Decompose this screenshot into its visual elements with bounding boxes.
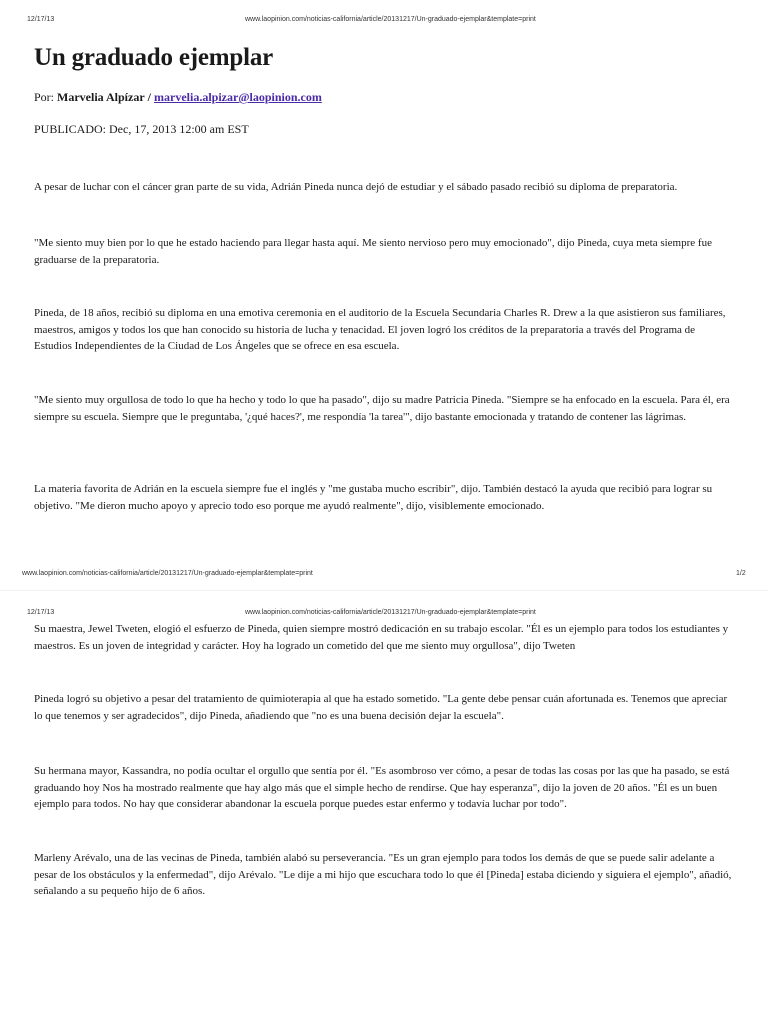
paragraph: "Me siento muy bien por lo que he estado haciendo para llegar hasta aquí. Me siento nervioso pero muy emocionado", dijo Pineda, cuya meta siempre fue graduarse de la preparatoria. (34, 237, 712, 266)
byline-prefix: Por: (34, 90, 55, 104)
published-date: PUBLICADO: Dec, 17, 2013 12:00 am EST (34, 122, 249, 136)
paragraph: A pesar de luchar con el cáncer gran parte de su vida, Adrián Pineda nunca dejó de estudiar y el sábado pasado recibió su diploma de preparatoria. (34, 181, 678, 193)
header-url: www.laopinion.com/noticias-california/article/20131217/Un-graduado-ejemplar&template=print (245, 16, 536, 23)
author-email-link[interactable]: marvelia.alpizar@laopinion.com (154, 90, 322, 104)
header-url: www.laopinion.com/noticias-california/article/20131217/Un-graduado-ejemplar&template=print (245, 609, 536, 616)
author-name: Marvelia Alpízar (57, 90, 145, 104)
paragraph: Su maestra, Jewel Tweten, elogió el esfuerzo de Pineda, quien siempre mostró dedicación en su trabajo escolar. "Él es un ejemplo para todos los estudiantes y maestros. Es un joven de integridad y carácter. Hoy ha logrado un cometido del que me siento muy orgullosa", dijo Tweten (34, 623, 729, 652)
footer-page-number: 1/2 (736, 570, 746, 577)
article-title: Un graduado ejemplar (34, 44, 274, 71)
paragraph: La materia favorita de Adrián en la escuela siempre fue el inglés y "me gustaba mucho escribir", dijo. También destacó la ayuda que recibió para lograr su objetivo. "Me dieron mucho apoyo y aprecio todo eso porque me ayudó realmente", dijo, visiblemente emocionado. (34, 483, 713, 512)
paragraph: "Me siento muy orgullosa de todo lo que ha hecho y todo lo que ha pasado", dijo su madre Patricia Pineda. "Siempre se ha enfocado en la escuela. Para él, era siempre su escuela. Siempre que le preguntaba, '¿qué haces?', me respondía 'la tarea'", dijo bastante emocionada y tratando de contener las lágrimas. (34, 394, 730, 423)
paragraph: Pineda logró su objetivo a pesar del tratamiento de quimioterapia al que ha estado sometido. "La gente debe pensar cuán afortunada es. Tenemos que apreciar lo que tenemos y ser agradecidos", dijo Pineda, añadiendo que "no es una buena decisión dejar la escuela". (34, 693, 728, 722)
byline (34, 90, 322, 105)
header-date: 12/17/13 (27, 16, 55, 23)
page-divider (0, 590, 768, 591)
header-date: 12/17/13 (27, 609, 55, 616)
byline-separator: / (147, 90, 152, 104)
print-page-2 (0, 600, 768, 1024)
paragraph: Su hermana mayor, Kassandra, no podía ocultar el orgullo que sentía por él. "Es asombroso ver cómo, a pesar de todas las cosas por las que ha pasado, se está graduando hoy Nos ha mostrado realmente que hay algo más que el simple hecho de rendirse. Que hay esperanza", dijo la joven de 20 años. "Él es un buen ejemplo para todos. No hay que considerar abandonar la escuela porque puedes estar enfermo y todavía luchar por todo". (34, 765, 730, 810)
paragraph: Pineda, de 18 años, recibió su diploma en una emotiva ceremonia en el auditorio de la Escuela Secundaria Charles R. Drew a la que asistieron sus familiares, maestros, amigos y todos los que han conocido su historia de lucha y tenacidad. El joven logró los créditos de la preparatoria a través del Programa de Estudios Independientes de la Ciudad de Los Ángeles que se ofrece en esa escuela. (34, 307, 726, 352)
paragraph: Marleny Arévalo, una de las vecinas de Pineda, también alabó su perseverancia. "Es un gran ejemplo para todos los demás de que se puede salir adelante a pesar de los obstáculos y la enfermedad", dijo Arévalo. "Le dije a mi hijo que escuchara todo lo que él [Pineda] estaba diciendo y siguiera el ejemplo", añadió, señalando a su pequeño hijo de 6 años. (34, 852, 732, 897)
footer-url: www.laopinion.com/noticias-california/article/20131217/Un-graduado-ejemplar&template=print (22, 570, 313, 577)
